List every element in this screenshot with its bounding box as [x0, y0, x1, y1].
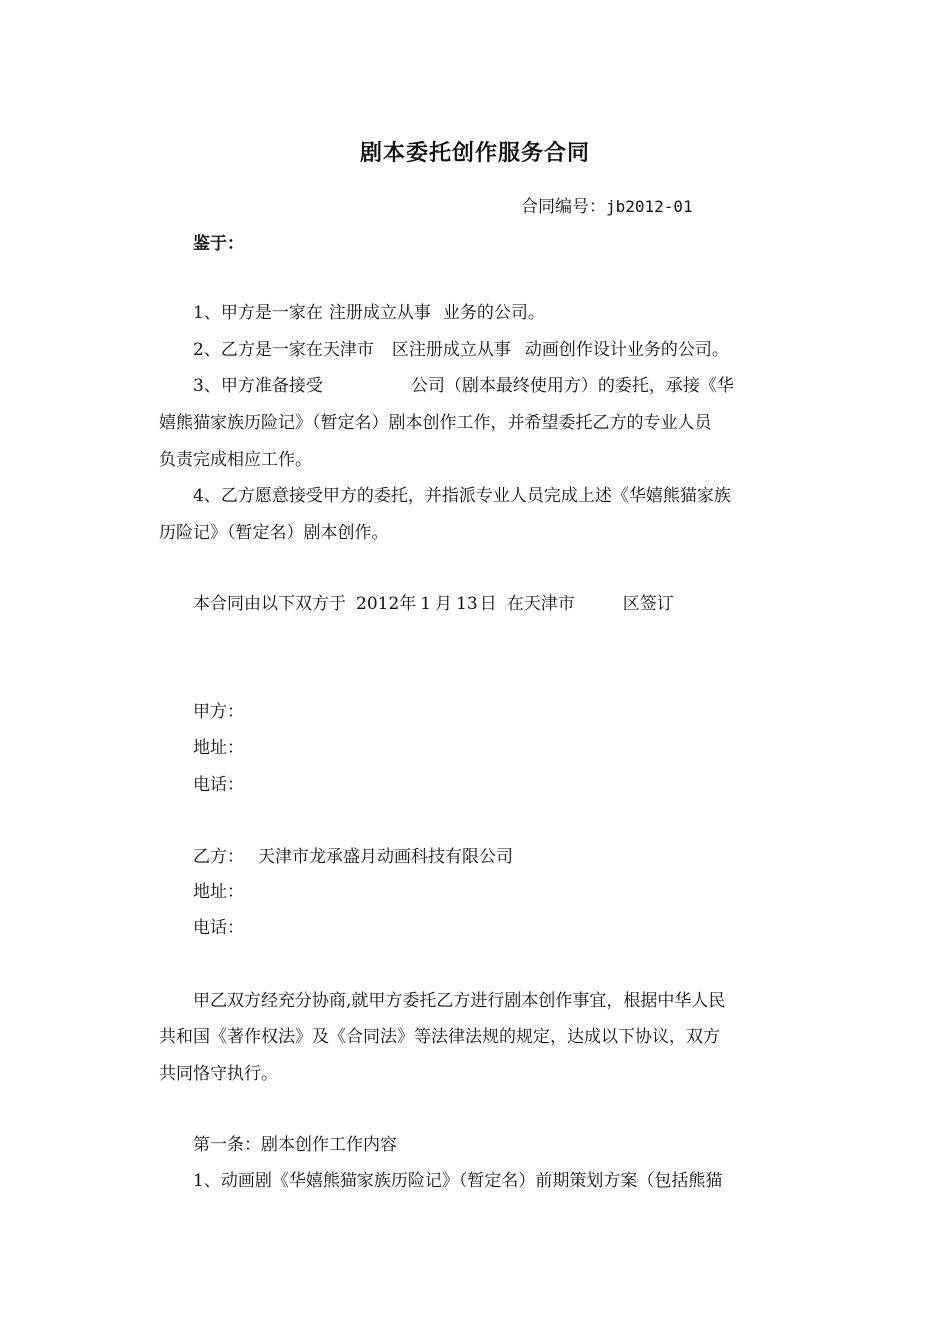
clause-3-line-1: [193, 371, 734, 396]
clause-2-part-b: 区注册成立从事: [391, 340, 511, 360]
document-title: 剧本委托创作服务合同: [359, 141, 590, 166]
contract-number: [521, 192, 693, 217]
clause-3-line-2: 嬉熊猫家族历险记》（暂定名）剧本创作工作，并希望委托乙方的专业人员: [159, 413, 712, 433]
party-b-address: 地址：: [193, 882, 244, 902]
clause-2-part-c: 动画创作设计业务的公司。: [524, 340, 729, 360]
clause-3-part-b: 公司（剧本最终使用方）的委托，承接《华: [410, 376, 734, 396]
clause-2-part-a: 2、乙方是一家在天津市: [193, 340, 374, 360]
contract-number-label: 合同编号：: [521, 197, 606, 217]
whereas-heading: 鉴于：: [193, 234, 244, 254]
party-b-phone: 电话：: [193, 918, 244, 938]
contract-number-value: jb2012-01: [606, 197, 693, 216]
preamble-line-1: 甲乙双方经充分协商,就甲方委托乙方进行剧本创作事宜，根据中华人民: [193, 991, 726, 1011]
clause-1-part-b: 注册成立从事: [328, 303, 431, 323]
clause-3-part-a: 3、甲方准备接受: [193, 376, 323, 396]
clause-1: [193, 298, 545, 323]
clause-4-line-2: 历险记》（暂定名）剧本创作。: [159, 523, 389, 543]
party-b-label: 乙方：: [193, 847, 244, 867]
signing-year: 2012: [356, 594, 400, 614]
signing-month: 1: [420, 594, 432, 614]
party-a-address: 地址：: [193, 738, 244, 758]
article-1-heading: 第一条：剧本创作工作内容: [193, 1135, 397, 1155]
signing-statement: [193, 589, 674, 614]
party-b-row: [193, 842, 513, 867]
clause-1-part-a: 1、甲方是一家在: [193, 303, 323, 323]
clause-1-part-c: 业务的公司。: [442, 303, 545, 323]
signing-part-a: 本合同由以下双方于: [193, 594, 346, 614]
party-a-label: 甲方：: [193, 702, 244, 722]
preamble-line-3: 共同恪守执行。: [159, 1064, 278, 1084]
signing-day-unit: 日: [479, 594, 497, 614]
signing-part-c: 区签订: [622, 594, 674, 614]
clause-3-line-3: 负责完成相应工作。: [159, 450, 312, 470]
clause-4-line-1: 4、乙方愿意接受甲方的委托，并指派专业人员完成上述《华嬉熊猫家族: [193, 486, 731, 506]
preamble-line-2: 共和国《著作权法》及《合同法》等法律法规的规定，达成以下协议，双方: [159, 1027, 720, 1047]
clause-2: [193, 335, 729, 360]
signing-year-unit: 年: [399, 594, 417, 614]
party-a-phone: 电话：: [193, 775, 244, 795]
signing-part-b: 在天津市: [506, 594, 575, 614]
signing-month-unit: 月: [435, 594, 453, 614]
party-b-name: 天津市龙承盛月动画科技有限公司: [258, 847, 513, 867]
article-1-item-1: 1、动画剧《华嬉熊猫家族历险记》（暂定名）前期策划方案（包括熊猫: [193, 1171, 723, 1191]
signing-day: 13: [456, 594, 478, 614]
